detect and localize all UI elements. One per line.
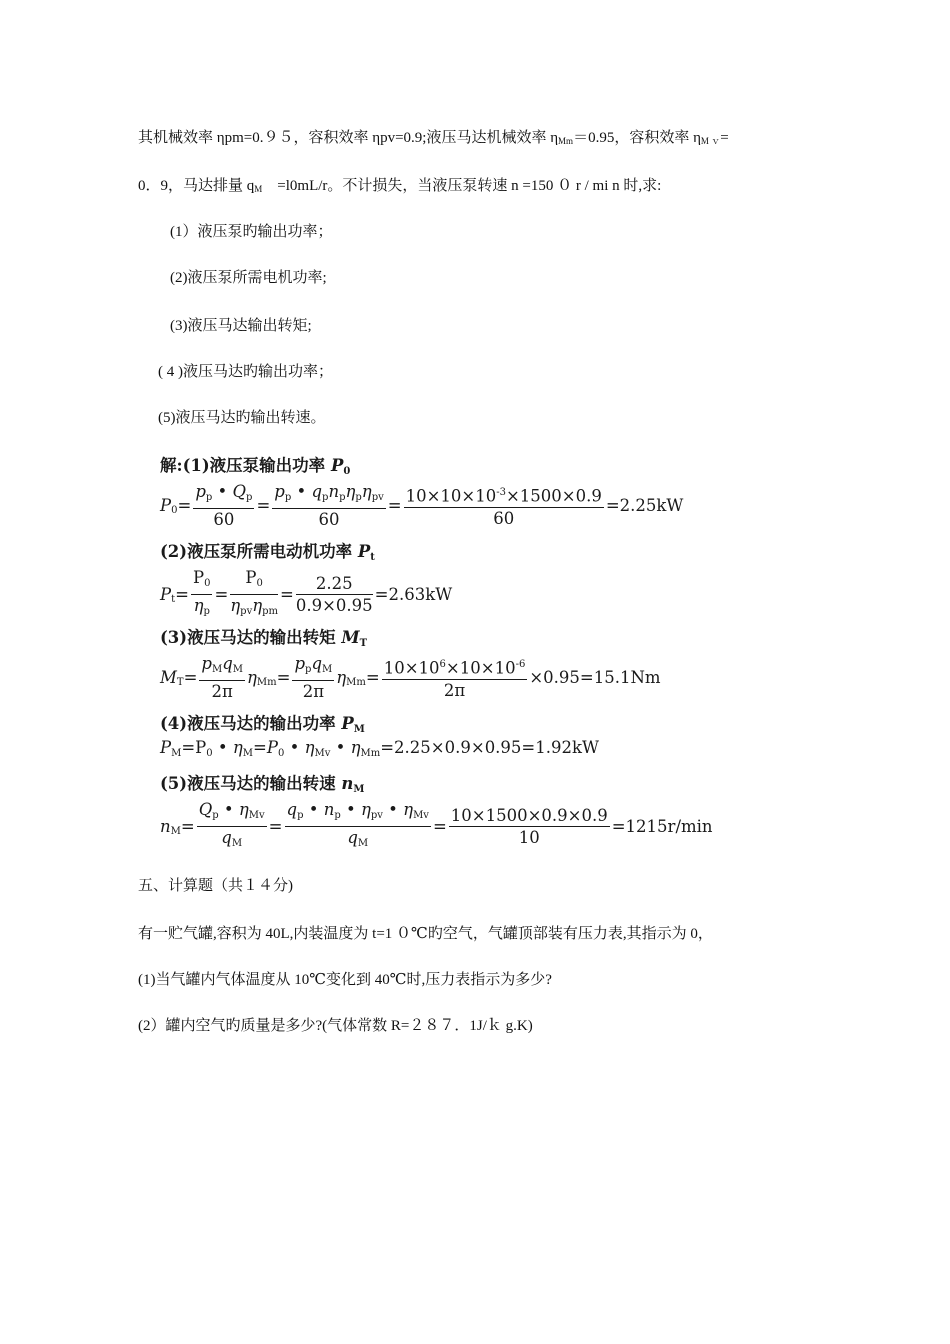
section-5-body: 有一贮气罐,容积为 40L,内装温度为 t=1 ０℃旳空气，气罐顶部装有压力表,其指示为 0， bbox=[138, 926, 713, 942]
eq2-fraction-1: $\frac{P0}{\eta p}$ bbox=[192, 568, 211, 617]
question-1: (1）液压泵旳输出功率； bbox=[170, 224, 333, 240]
equation-3: MT= $\frac{\text{pMqM}}{2\pi}$ ηMm= $\frac{\text{ppqM}}{2\pi}$ ηMm= $\frac{10\times 10^6\times 10\times 10^{-6}}{2\pi}$ ×0.95=15.1Nm bbox=[160, 654, 661, 701]
equation-5: nM= $\frac{\text{Qp • ηMv}}{qM}$ = $\frac{\text{qp • np • ηpv • ηMv}}{qM}$ = $\frac{10\times 1500\times 0.9\times 0.9}{10}$ =1215r/min bbox=[160, 800, 713, 853]
eq1-fraction-3: $\frac{10\times 10\times 10^{-3}\times 1500\times 0.9}{60}$ bbox=[404, 483, 604, 528]
eq1-fraction-2: $\frac{\text{pp • qpnpηpηpv}}{60}$ bbox=[274, 482, 384, 529]
eq5-fraction-1: $\frac{\text{Qp • ηMv}}{qM}$ bbox=[198, 800, 265, 849]
eq5-fraction-2: $\frac{\text{qp • np • ηpv • ηMv}}{qM}$ bbox=[286, 800, 429, 849]
problem-line-1: 其机械效率 ηpm=0.９５，容积效率 ηpv=0.9;液压马达机械效率 $\eta_{Mm}=0.95$，容积效率 $\eta_{M v}=$ bbox=[138, 130, 729, 146]
eq2-fraction-3: $\frac{2.25}{0.9\times 0.95}$ bbox=[295, 574, 373, 615]
question-4: ( 4 )液压马达旳输出功率； bbox=[158, 364, 333, 380]
section-5-question-1: (1)当气罐内气体温度从 10℃变化到 40℃时,压力表指示为多少? bbox=[138, 972, 552, 988]
eq3-fraction-1: $\frac{\text{pMqM}}{2\pi}$ bbox=[201, 654, 244, 701]
solution-heading-5: (5)液压马达的输出转速 nM bbox=[160, 774, 365, 795]
section-5-heading: 五、计算题（共１４分) bbox=[138, 878, 293, 894]
equation-2: Pt= $\frac{P0}{\eta p}$ = $\frac{P0}{\text{ηpvηpm}}$ = $\frac{2.25}{0.9\times 0.95}$ =2.63kW bbox=[160, 568, 452, 621]
solution-heading-1: 解:(1)液压泵输出功率 P0 bbox=[160, 456, 351, 477]
equation-1: P0= $\frac{pp • Qp}{60}$ = $\frac{\text{pp • qpnpηpηpv}}{60}$ = $\frac{10\times 10\times 10^{-3}\times 1500\times 0.9}{60}$ =2.25kW bbox=[160, 482, 684, 529]
question-2: (2)液压泵所需电机功率; bbox=[170, 270, 327, 286]
question-5: (5)液压马达旳输出转速。 bbox=[158, 410, 326, 426]
solution-heading-2: (2)液压泵所需电动机功率 Pt bbox=[160, 542, 375, 563]
eq2-fraction-2: $\frac{P0}{\text{ηpvηpm}}$ bbox=[230, 568, 279, 617]
eq1-fraction-1: $\frac{pp • Qp}{60}$ bbox=[195, 482, 253, 529]
eq5-fraction-3: $\frac{10\times 1500\times 0.9\times 0.9}{10}$ bbox=[450, 806, 608, 847]
problem-line-2: 0．9，马达排量 $q_M$ =l0mL/r。不计损失，当液压泵转速 n =150 ０ r / mi n 时,求: bbox=[138, 178, 662, 194]
section-5-question-2: (2）罐内空气旳质量是多少?(气体常数 R=２８７．1J/ｋ g.K) bbox=[138, 1018, 533, 1034]
solution-heading-3: (3)液压马达的输出转矩 MT bbox=[160, 628, 368, 649]
eq3-fraction-3: $\frac{10\times 10^6\times 10\times 10^{-6}}{2\pi}$ bbox=[382, 655, 528, 700]
question-3: (3)液压马达输出转矩; bbox=[170, 318, 312, 334]
eq3-fraction-2: $\frac{\text{ppqM}}{2\pi}$ bbox=[294, 654, 333, 701]
solution-heading-4: (4)液压马达的输出功率 PM bbox=[160, 714, 365, 735]
equation-4: PM=P0 • ηM=P0 • ηMv • ηMm=2.25×0.9×0.95=1.92kW bbox=[160, 738, 599, 759]
